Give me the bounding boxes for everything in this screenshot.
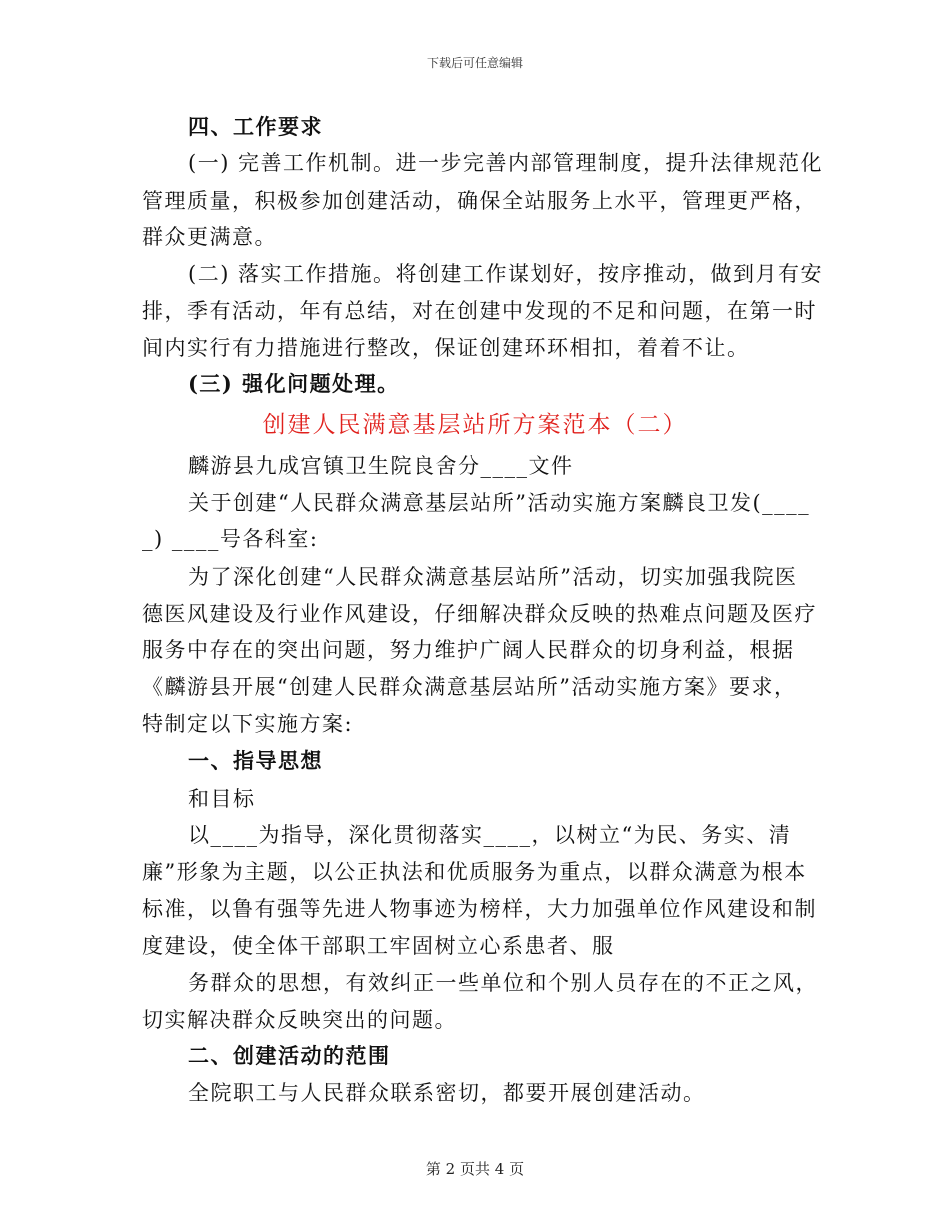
paragraph-line: 排，季有活动，年有总结，对在创建中发现的不足和问题，在第一时	[142, 299, 817, 323]
document-title: 创建人民满意基层站所方案范本（二）	[262, 412, 688, 438]
paragraph-line: 务群众的思想，有效纠正一些单位和个别人员存在的不正之风，	[188, 971, 818, 995]
page-header: 下载后可任意编辑	[426, 56, 523, 70]
paragraph-line: 度建设，使全体干部职工牢固树立心系患者、服	[142, 934, 615, 958]
paragraph-line: 关于创建“人民群众满意基层站所”活动实施方案麟良卫发(____	[188, 491, 811, 515]
paragraph-line: (二) 落实工作措施。将创建工作谋划好，按序推动，做到月有安	[188, 262, 824, 286]
paragraph-line: 德医风建设及行业作风建设，仔细解决群众反映的热难点问题及医疗	[142, 602, 817, 626]
paragraph-line: 为了深化创建“人民群众满意基层站所”活动，切实加强我院医	[188, 565, 798, 589]
paragraph-line: 管理质量，积极参加创建活动，确保全站服务上水平，管理更严格，	[142, 189, 817, 213]
section-heading-1: 一、指导思想	[188, 748, 323, 773]
paragraph-line: 标准，以鲁有强等先进人物事迹为榜样，大力加强单位作风建设和制	[142, 897, 817, 921]
paragraph-line: _) ____号各科室:	[142, 527, 319, 551]
paragraph-line: 全院职工与人民群众联系密切，都要开展创建活动。	[188, 1081, 706, 1105]
paragraph-line: 服务中存在的突出问题，努力维护广阔人民群众的切身利益，根据	[142, 638, 795, 662]
paragraph-line: 以____为指导，深化贯彻落实____，以树立“为民、务实、清	[188, 823, 792, 847]
paragraph-line: 群众更满意。	[142, 225, 277, 249]
paragraph-line: 间内实行有力措施进行整改，保证创建环环相扣，着着不让。	[142, 336, 750, 360]
section-heading-2: 二、创建活动的范围	[188, 1043, 391, 1068]
paragraph-line: (一) 完善工作机制。进一步完善内部管理制度，提升法律规范化	[188, 151, 824, 175]
paragraph-line: 和目标	[188, 787, 256, 811]
paragraph-line: 切实解决群众反映突出的问题。	[142, 1008, 457, 1032]
section-heading-4: 四、工作要求	[188, 114, 323, 139]
page-footer: 第 2 页共 4 页	[425, 1160, 525, 1178]
paragraph-line: 《麟游县开展“创建人民群众满意基层站所”活动实施方案》要求，	[142, 675, 797, 699]
subsection-heading: (三) 强化问题处理。	[188, 371, 400, 396]
paragraph-line: 特制定以下实施方案:	[142, 712, 354, 736]
paragraph-line: 廉”形象为主题，以公正执法和优质服务为重点，以群众满意为根本	[142, 860, 807, 884]
paragraph-line: 麟游县九成宫镇卫生院良舍分____文件	[188, 454, 574, 478]
